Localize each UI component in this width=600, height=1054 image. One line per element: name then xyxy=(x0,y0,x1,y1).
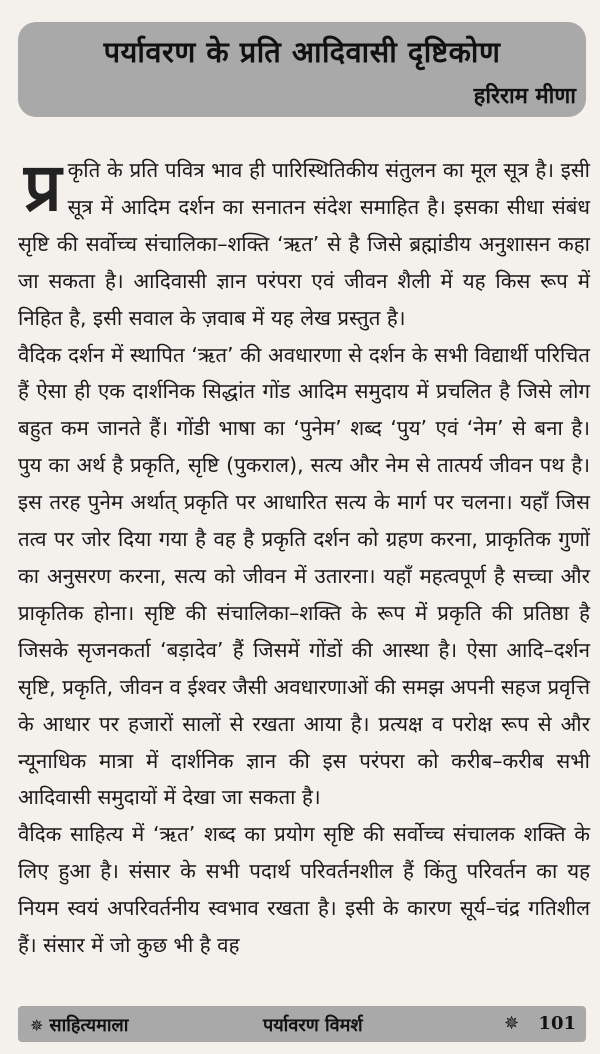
footer-section: पर्यावरण विमर्श xyxy=(263,1015,363,1036)
paragraph-2: वैदिक दर्शन में स्थापित ‘ऋत’ की अवधारणा से दर्शन के सभी विद्यार्थी परिचित हैं ऐसा ही एक दार्शनिक सिद्धांत गोंड आदिम समुदाय में प्रचलित है जिसे लोग बहुत कम जानते हैं। गोंडी भाषा का ‘पुनेम’ शब्द ‘पुय’ एवं ‘नेम’ से बना है। पुय का अर्थ है प्रकृति, सृष्टि (पुकराल), सत्य और नेम से तात्पर्य जीवन पथ है। इस तरह पुनेम अर्थात् प्रकृति पर आधारित सत्य के मार्ग पर चलना। यहाँ जिस तत्व पर जोर दिया गया है वह है प्रकृति दर्शन को ग्रहण करना, प्राकृतिक गुणों का अनुसरण करना, सत्य को जीवन में उतारना। यहाँ महत्वपूर्ण है सच्चा और प्राकृतिक होना। सृष्टि की संचालिका–शक्ति के रूप में प्रकृति की प्रतिष्ठा है जिसके सृजनकर्ता ‘बड़ादेव’ हैं जिसमें गोंडों की आस्था है। ऐसा आदि–दर्शन सृष्टि, प्रकृति, जीवन व ईश्वर जैसी अवधारणाओं की समझ अपनी सहज प्रवृत्ति के आधार पर हजारों सालों से रखता आया है। प्रत्यक्ष व परोक्ष रूप से और न्यूनाधिक मात्रा में दार्शनिक ज्ञान की इस परंपरा को करीब–करीब सभी आदिवासी समुदायों में देखा जा सकता है। xyxy=(18,342,590,810)
footer-series xyxy=(30,1013,128,1037)
paragraph-1-text: कृति के प्रति पवित्र भाव ही पारिस्थितिकीय संतुलन का मूल सूत्र है। इसी सूत्र में आदिम दर्शन का सनातन संदेश समाहित है। इसका सीधा संबंध सृष्टि की सर्वोच्च संचालिका–शक्ति ‘ऋत’ से है जिसे ब्रह्मांडीय अनुशासन कहा जा सकता है। आदिवासी ज्ञान परंपरा एवं जीवन शैली में यह किस रूप में निहित है, इसी सवाल के ज़वाब में यह लेख प्रस्तुत है। xyxy=(18,158,590,330)
star-icon: ✵ xyxy=(30,1016,44,1035)
article-title: पर्यावरण के प्रति आदिवासी दृष्टिकोण xyxy=(103,35,501,69)
paragraph-3: वैदिक साहित्य में ‘ऋत’ शब्द का प्रयोग सृष्टि की सर्वोच्च संचालक शक्ति के लिए हुआ है। संसार के सभी पदार्थ परिवर्तनशील हैं किंतु परिवर्तन का यह नियम स्वयं अपरिवर्तनीय स्वभाव रखता है। इसी के कारण सूर्य–चंद्र गतिशील हैं। संसार में जो कुछ भी है वह xyxy=(18,822,590,958)
article-body xyxy=(18,149,590,964)
footer-series-label: साहित्यमाला xyxy=(49,1015,129,1036)
page-number: 101 xyxy=(538,1013,576,1034)
drop-cap: प्र xyxy=(24,149,62,226)
paragraph-1 xyxy=(18,149,590,337)
star-icon: ✵ xyxy=(504,1013,520,1034)
title-banner xyxy=(18,22,586,117)
page-footer xyxy=(18,1006,586,1042)
author-name: हरिराम मीणा xyxy=(473,84,576,109)
